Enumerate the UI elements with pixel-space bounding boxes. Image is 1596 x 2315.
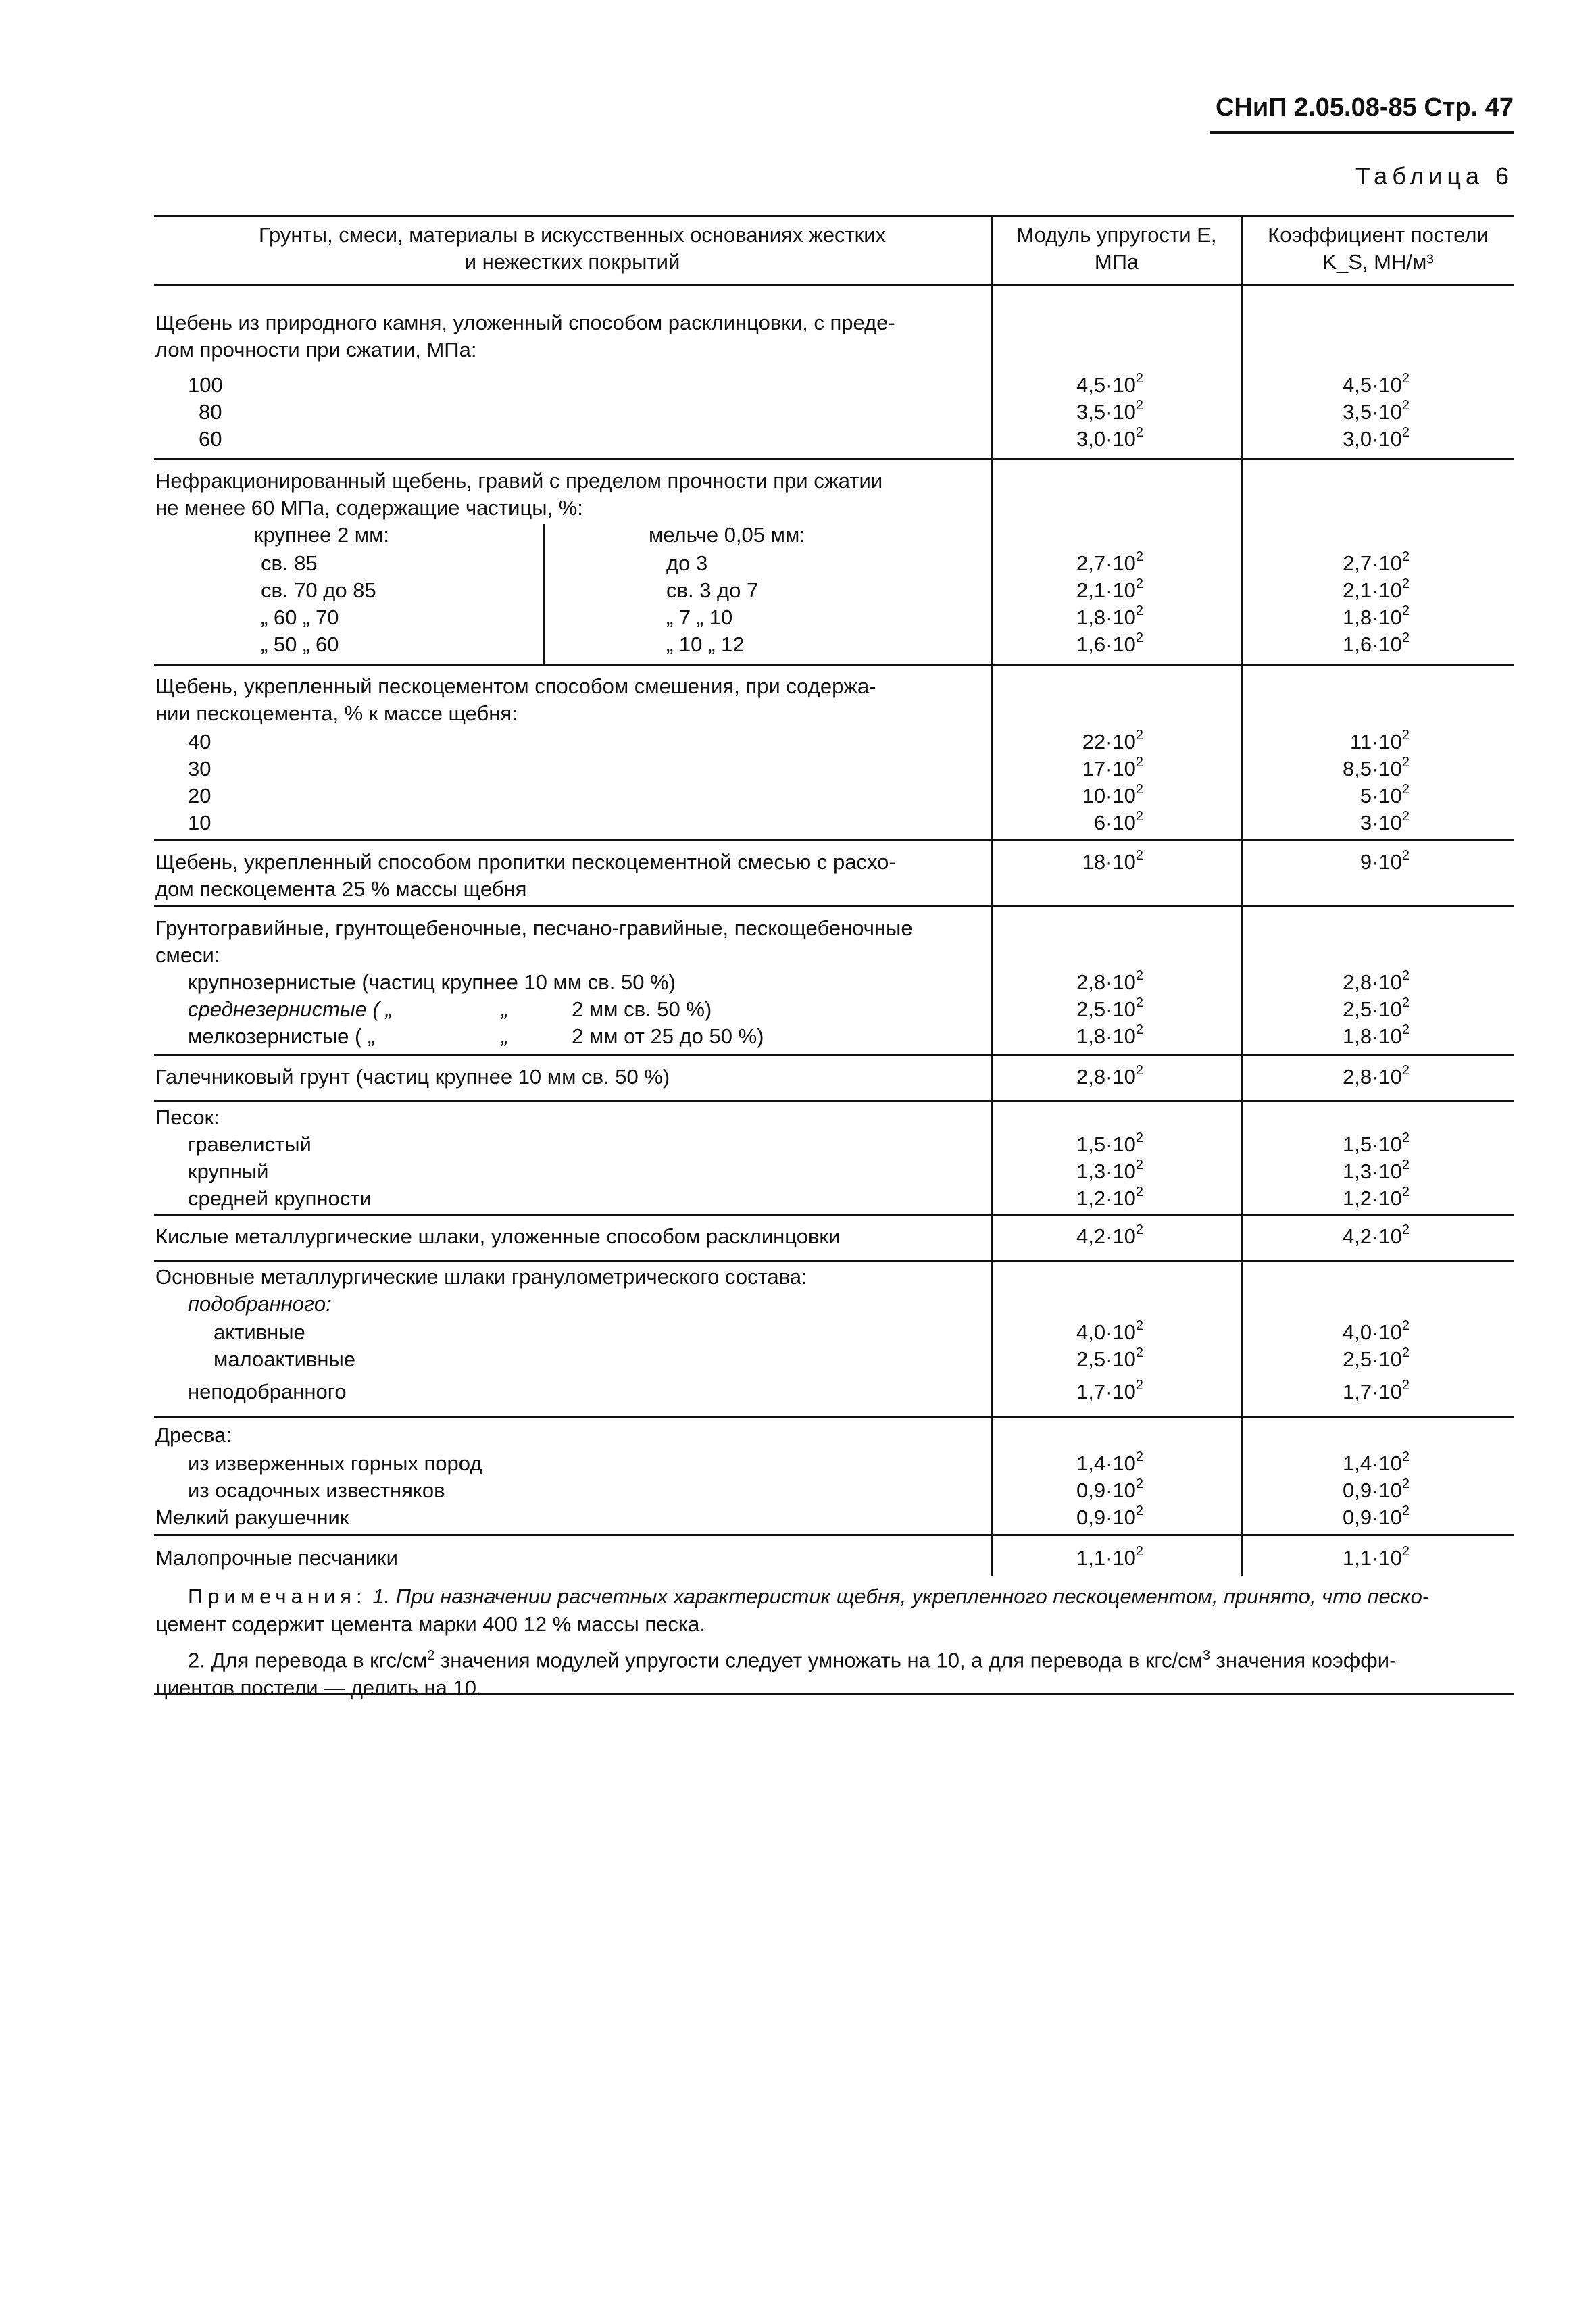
exponent: 2 [1135,425,1143,440]
col2-header-line: Модуль упругости E, [1016,223,1217,247]
exponent: 2 [1401,995,1410,1010]
row5-item: мелкозернистые ( „ [188,1024,375,1048]
bedding-value [1241,782,1410,810]
col2-header [993,222,1241,276]
header-rule [1210,131,1514,134]
modulus-value [991,1545,1143,1572]
col2-header-line: МПа [1094,250,1139,274]
row5-text: Грунтогравийные, грунтощебеночные, песчано-гравийные, пескощебеночные [155,916,913,940]
row2-left: „ 60 „ 70 [261,605,339,629]
row-divider [154,1214,1514,1216]
exponent: 2 [1135,576,1143,591]
row5-item: среднезернистые ( „ [188,997,393,1021]
modulus-text: 1,6·10 [1076,632,1136,656]
bedding-value [1241,810,1410,837]
notes [155,1583,1514,1701]
bedding-value [1241,1504,1410,1531]
modulus-value [991,782,1143,810]
row2-right: „ 7 „ 10 [666,605,733,629]
row11-text: Малопрочные песчаники [155,1546,398,1570]
col1-header [154,222,991,276]
bedding-value [1241,550,1410,577]
exponent: 2 [1135,549,1143,564]
bedding-text: 11·10 [1349,730,1402,753]
exponent: 2 [1401,425,1410,440]
bedding-value [1241,755,1410,782]
modulus-text: 1,7·10 [1076,1380,1136,1403]
bedding-text: 1,4·10 [1342,1451,1402,1475]
note-1 [155,1583,1514,1610]
row-divider [154,1534,1514,1536]
exponent: 2 [1401,1503,1410,1518]
bedding-value [1241,399,1410,426]
bedding-text: 5·10 [1360,784,1402,807]
bedding-value [1241,631,1410,658]
modulus-value [991,728,1143,755]
modulus-text: 17·10 [1082,757,1136,780]
exponent: 2 [1401,1185,1410,1199]
col3-header-line: K_S, МН/м³ [1322,250,1434,274]
exponent: 2 [1401,398,1410,413]
bedding-text: 2,1·10 [1342,578,1402,602]
row7-item: крупный [188,1160,269,1183]
row10-item: из изверженных горных пород [188,1451,482,1475]
exponent: 2 [1401,848,1410,863]
modulus-value [991,1346,1143,1373]
row1-strength: 80 [199,400,222,424]
bedding-text: 2,8·10 [1342,970,1402,994]
modulus-value [991,1477,1143,1504]
row-divider [154,905,1514,907]
bedding-value [1241,1131,1410,1158]
row7-item: средней крупности [188,1187,372,1210]
bedding-value [1241,969,1410,996]
bedding-text: 1,8·10 [1342,1024,1402,1048]
note-1-text: 1. При назначении расчетных характеристик щебня, укрепленного пескоцементом, принято, что песко- [372,1585,1430,1608]
exponent: 2 [1135,1022,1143,1037]
row3-text: Щебень, укрепленный пескоцементом способом смешения, при содержа- [155,674,876,698]
exponent: 2 [1135,755,1143,770]
modulus-text: 18·10 [1082,850,1136,874]
modulus-text: 22·10 [1082,730,1136,753]
col3-header-line: Коэффициент постели [1268,223,1489,247]
note-2-text: 2. Для перевода в кгс/см [188,1648,428,1672]
bedding-text: 4,2·10 [1342,1224,1402,1248]
exponent: 2 [1401,1449,1410,1464]
page-header: СНиП 2.05.08-85 Стр. 47 [1215,93,1514,122]
exponent: 2 [1401,1544,1410,1559]
modulus-text: 4,0·10 [1076,1320,1136,1344]
modulus-value [991,1450,1143,1477]
exponent: 2 [1401,371,1410,386]
row2-text: не менее 60 МПа, содержащие частицы, %: [155,496,583,520]
exponent: 2 [1401,1063,1410,1078]
modulus-value [991,631,1143,658]
modulus-text: 2,8·10 [1076,1065,1136,1089]
exponent: 2 [1401,549,1410,564]
modulus-text: 1,8·10 [1076,1024,1136,1048]
bedding-text: 3,0·10 [1342,427,1402,451]
bedding-text: 2,7·10 [1342,551,1402,575]
row5-text: смеси: [155,943,220,967]
modulus-value [991,996,1143,1023]
row1-strength: 100 [188,373,223,397]
row8-text: Кислые металлургические шлаки, уложенные способом расклинцовки [155,1224,841,1248]
modulus-text: 3,0·10 [1076,427,1136,451]
exponent: 2 [1401,782,1410,797]
modulus-text: 1,8·10 [1076,605,1136,629]
exponent: 2 [1135,968,1143,983]
col-divider [1241,1534,1243,1576]
bedding-text: 1,5·10 [1342,1132,1402,1156]
exponent: 2 [1135,1378,1143,1393]
bedding-text: 1,6·10 [1342,632,1402,656]
modulus-text: 10·10 [1082,784,1136,807]
exponent: 2 [1135,782,1143,797]
row10-item: Мелкий ракушечник [155,1505,349,1529]
modulus-value [991,1504,1143,1531]
exponent: 2 [1135,1476,1143,1491]
exponent: 2 [1135,1185,1143,1199]
row5-ditto: „ [501,997,509,1021]
row3-text: нии пескоцемента, % к массе щебня: [155,701,518,725]
bedding-text: 1,1·10 [1342,1546,1402,1570]
modulus-text: 6·10 [1093,811,1136,835]
exponent: 2 [1135,1222,1143,1237]
bedding-value [1241,1023,1410,1050]
col3-header [1243,222,1514,276]
modulus-text: 2,7·10 [1076,551,1136,575]
modulus-value [991,755,1143,782]
modulus-value [991,1064,1143,1091]
row4-text: дом пескоцемента 25 % массы щебня [155,877,527,901]
modulus-value [991,426,1143,453]
row-divider [154,1260,1514,1262]
exponent: 2 [1401,1345,1410,1360]
exponent: 2 [1135,809,1143,824]
exponent: 2 [1401,755,1410,770]
bedding-value [1241,1450,1410,1477]
notes-label: Примечания: [188,1585,367,1608]
row7-item: гравелистый [188,1132,311,1156]
modulus-value [991,810,1143,837]
modulus-text: 3,5·10 [1076,400,1136,424]
exponent: 2 [1135,1503,1143,1518]
row4-text: Щебень, укрепленный способом пропитки пескоцементной смесью с расхо- [155,850,896,874]
row-divider [154,1100,1514,1102]
modulus-text: 2,5·10 [1076,1347,1136,1371]
exponent: 2 [1401,968,1410,983]
exponent: 2 [1401,1158,1410,1172]
row1-text: лом прочности при сжатии, МПа: [155,338,477,362]
row-divider [154,1054,1514,1056]
bedding-text: 2,5·10 [1342,997,1402,1021]
exponent: 2 [1401,603,1410,618]
bedding-text: 0,9·10 [1342,1505,1402,1529]
modulus-value [991,1319,1143,1346]
modulus-value [991,399,1143,426]
exponent: 2 [1135,398,1143,413]
row2-right: до 3 [666,551,708,575]
row-divider [154,458,1514,460]
bedding-value [1241,1185,1410,1212]
bedding-value [1241,1545,1410,1572]
modulus-value [991,1223,1143,1250]
note-1-cont: цемент содержит цемента марки 400 12 % массы песка. [155,1612,705,1636]
table-top-rule [154,215,1514,217]
modulus-text: 4,5·10 [1076,373,1136,397]
modulus-value [991,849,1143,876]
exponent: 2 [1401,630,1410,645]
row-divider [154,1416,1514,1418]
row2-subheader: крупнее 2 мм: [254,523,390,547]
modulus-text: 0,9·10 [1076,1505,1136,1529]
bedding-text: 3,5·10 [1342,400,1402,424]
exponent: 2 [1135,630,1143,645]
modulus-value [991,1378,1143,1405]
exponent: 2 [1135,1063,1143,1078]
exponent: 2 [1401,809,1410,824]
exponent: 2 [1135,1130,1143,1145]
bedding-text: 1,7·10 [1342,1380,1402,1403]
exponent: 2 [1401,728,1410,743]
row5-item: 2 мм от 25 до 50 %) [572,1024,764,1048]
row2-subheader: мельче 0,05 мм: [649,523,805,547]
modulus-text: 2,1·10 [1076,578,1136,602]
bedding-value [1241,1064,1410,1091]
subcol-divider [543,524,545,664]
modulus-value [991,372,1143,399]
exponent: 2 [1135,1345,1143,1360]
exponent: 2 [1401,1222,1410,1237]
exponent: 2 [1135,1158,1143,1172]
bedding-text: 3·10 [1360,811,1402,835]
modulus-value [991,1131,1143,1158]
row2-right: „ 10 „ 12 [666,632,745,656]
row5-item: крупнозернистые (частиц крупнее 10 мм св. 50 %) [188,970,676,994]
col-divider [991,1534,993,1576]
row-divider [154,839,1514,841]
row3-share: 30 [188,757,211,780]
row2-text: Нефракционированный щебень, гравий с пределом прочности при сжатии [155,469,883,493]
exponent: 2 [1401,576,1410,591]
row5-item: 2 мм св. 50 %) [572,997,712,1021]
bedding-value [1241,728,1410,755]
modulus-value [991,550,1143,577]
exponent: 2 [1401,1130,1410,1145]
exponent: 2 [1135,1318,1143,1333]
bedding-value [1241,1378,1410,1405]
note-2-text: значения модулей упругости следует умножать на 10, а для перевода в кгс/см [434,1648,1203,1672]
col1-header-line: и нежестких покрытий [464,250,680,274]
row3-share: 40 [188,730,211,753]
exponent: 2 [1401,1022,1410,1037]
modulus-text: 2,5·10 [1076,997,1136,1021]
bedding-value [1241,426,1410,453]
modulus-text: 1,3·10 [1076,1160,1136,1183]
modulus-value [991,1023,1143,1050]
modulus-text: 0,9·10 [1076,1478,1136,1502]
exponent: 2 [1135,995,1143,1010]
bedding-value [1241,1319,1410,1346]
bedding-text: 8,5·10 [1342,757,1402,780]
bedding-value [1241,1346,1410,1373]
modulus-text: 1,2·10 [1076,1187,1136,1210]
row7-text: Песок: [155,1105,220,1129]
note-2 [155,1642,1514,1674]
bedding-value [1241,996,1410,1023]
modulus-value [991,577,1143,604]
bedding-value [1241,1223,1410,1250]
row3-share: 10 [188,811,211,835]
modulus-value [991,604,1143,631]
row9-item: активные [214,1320,305,1344]
row6-text: Галечниковый грунт (частиц крупнее 10 мм св. 50 %) [155,1065,670,1089]
bedding-value [1241,849,1410,876]
modulus-value [991,1158,1143,1185]
row1-text: Щебень из природного камня, уложенный способом расклинцовки, с преде- [155,311,895,334]
note-2-cont: циентов постели — делить на 10. [155,1676,482,1700]
exponent: 2 [1135,1544,1143,1559]
header-bottom-rule [154,284,1514,286]
note-2-text: значения коэффи- [1210,1648,1397,1672]
note-2-sup: 2 [427,1648,435,1663]
note-2-sup: 3 [1202,1648,1211,1663]
bedding-text: 1,8·10 [1342,605,1402,629]
bedding-text: 4,5·10 [1342,373,1402,397]
modulus-text: 1,5·10 [1076,1132,1136,1156]
bedding-value [1241,1477,1410,1504]
bedding-text: 0,9·10 [1342,1478,1402,1502]
row2-left: св. 70 до 85 [261,578,376,602]
row9-text: Основные металлургические шлаки гранулометрического состава: [155,1265,807,1289]
exponent: 2 [1401,1318,1410,1333]
bedding-text: 9·10 [1360,850,1402,874]
modulus-text: 2,8·10 [1076,970,1136,994]
modulus-value [991,969,1143,996]
modulus-text: 1,4·10 [1076,1451,1136,1475]
modulus-text: 4,2·10 [1076,1224,1136,1248]
exponent: 2 [1135,848,1143,863]
bedding-text: 2,5·10 [1342,1347,1402,1371]
row3-share: 20 [188,784,211,807]
bedding-text: 2,8·10 [1342,1065,1402,1089]
row9-item: малоактивные [214,1347,356,1371]
bedding-text: 1,2·10 [1342,1187,1402,1210]
bedding-value [1241,1158,1410,1185]
table-label: Таблица 6 [1355,162,1514,190]
exponent: 2 [1135,371,1143,386]
row2-right: св. 3 до 7 [666,578,759,602]
row10-text: Дресва: [155,1423,232,1447]
exponent: 2 [1135,728,1143,743]
bedding-text: 4,0·10 [1342,1320,1402,1344]
bedding-value [1241,577,1410,604]
exponent: 2 [1135,603,1143,618]
bedding-value [1241,604,1410,631]
row2-left: св. 85 [261,551,318,575]
modulus-text: 1,1·10 [1076,1546,1136,1570]
row1-strength: 60 [199,427,222,451]
row9-subheading: подобранного: [188,1292,332,1316]
exponent: 2 [1135,1449,1143,1464]
modulus-value [991,1185,1143,1212]
row2-left: „ 50 „ 60 [261,632,339,656]
col1-header-line: Грунты, смеси, материалы в искусственных основаниях жестких [258,223,887,247]
row9-item: неподобранного [188,1380,347,1403]
row10-item: из осадочных известняков [188,1478,445,1502]
exponent: 2 [1401,1476,1410,1491]
row5-ditto: „ [501,1024,509,1048]
bedding-text: 1,3·10 [1342,1160,1402,1183]
exponent: 2 [1401,1378,1410,1393]
bedding-value [1241,372,1410,399]
row-divider [154,664,1514,666]
